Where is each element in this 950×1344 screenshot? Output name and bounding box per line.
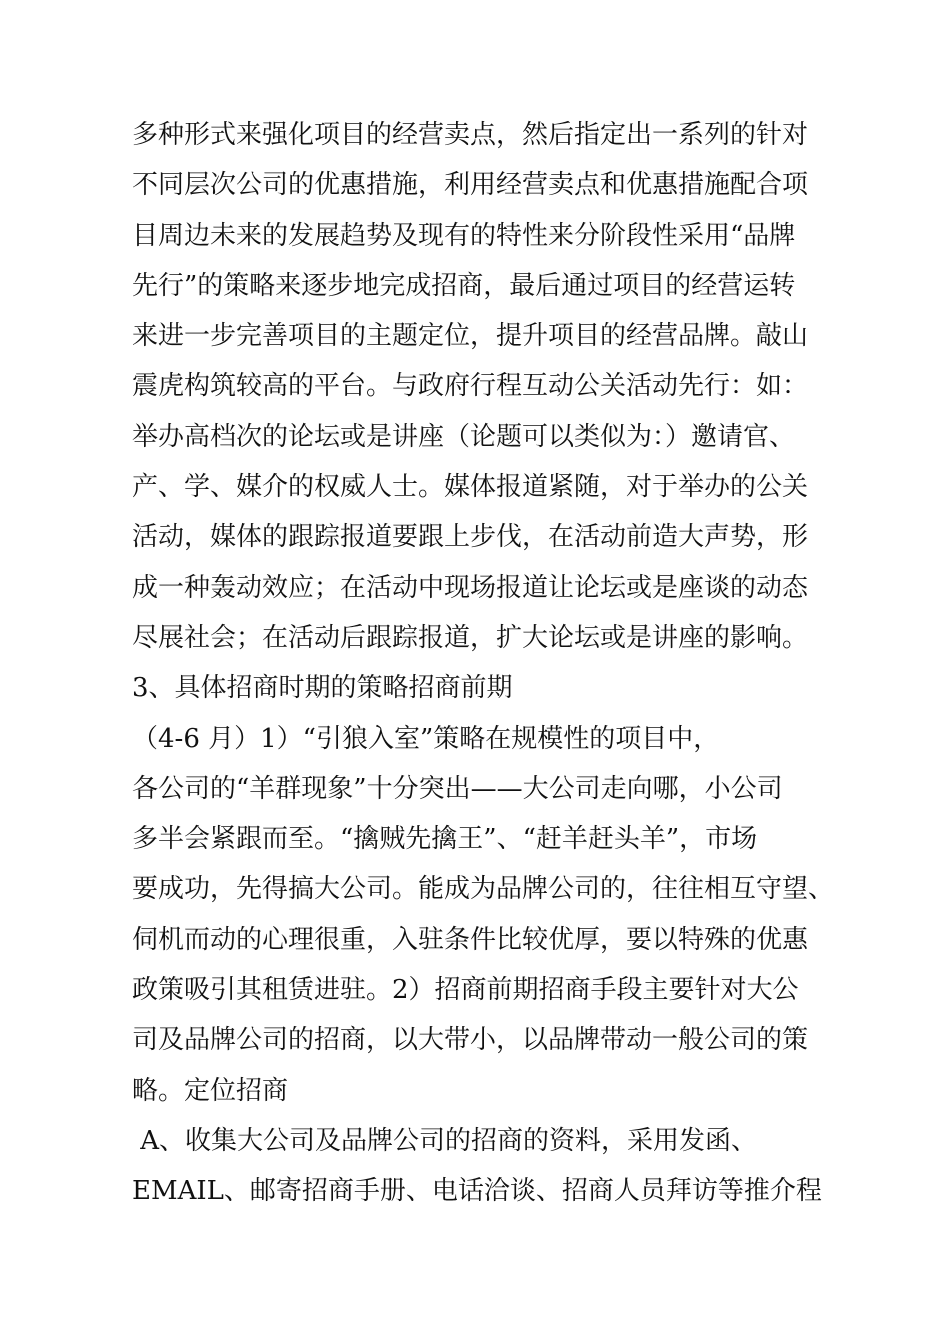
text-line: 多种形式来强化项目的经营卖点，然后指定出一系列的针对 bbox=[132, 120, 809, 150]
text-line: EMAIL、邮寄招商手册、电话洽谈、招商人员拜访等推介程 bbox=[132, 1176, 822, 1207]
text-line: 产、学、媒介的权威人士。媒体报道紧随，对于举办的公关 bbox=[132, 472, 809, 503]
text-line: 举办高档次的论坛或是讲座（论题可以类似为：）邀请官、 bbox=[132, 421, 796, 452]
text-line: 司及品牌公司的招商，以大带小，以品牌带动一般公司的策 bbox=[132, 1025, 809, 1056]
text-line: 目周边未来的发展趋势及现有的特性来分阶段性采用“品牌 bbox=[132, 220, 796, 251]
text-line: 成一种轰动效应；在活动中现场报道让论坛或是座谈的动态 bbox=[132, 572, 809, 603]
text-line: （4-6 月）1）“引狼入室”策略在规模性的项目中， bbox=[132, 723, 720, 754]
text-line: 略。定位招商 bbox=[132, 1075, 289, 1106]
text-line: 要成功，先得搞大公司。能成为品牌公司的，往往相互守望、 bbox=[132, 874, 835, 905]
section-heading: 3、具体招商时期的策略招商前期 bbox=[132, 673, 513, 704]
text-line: 伺机而动的心理很重，入驻条件比较优厚，要以特殊的优惠 bbox=[132, 924, 809, 955]
text-line: A、收集大公司及品牌公司的招商的资料，采用发函、 bbox=[132, 1125, 758, 1156]
text-line: 震虎构筑较高的平台。与政府行程互动公关活动先行：如： bbox=[132, 371, 809, 402]
text-line: 政策吸引其租赁进驻。2）招商前期招商手段主要针对大公 bbox=[132, 975, 799, 1006]
text-line: 不同层次公司的优惠措施，利用经营卖点和优惠措施配合项 bbox=[132, 170, 809, 201]
text-line: 各公司的“羊群现象”十分突出——大公司走向哪，小公司 bbox=[132, 773, 783, 804]
text-line: 先行”的策略来逐步地完成招商，最后通过项目的经营运转 bbox=[132, 270, 796, 301]
text-line: 尽展社会；在活动后跟踪报道，扩大论坛或是讲座的影响。 bbox=[132, 622, 809, 653]
text-line: 活动，媒体的跟踪报道要跟上步伐，在活动前造大声势，形 bbox=[132, 522, 809, 553]
text-line: 来进一步完善项目的主题定位，提升项目的经营品牌。敲山 bbox=[132, 321, 809, 352]
body-text bbox=[132, 110, 842, 1217]
text-line: 多半会紧跟而至。“擒贼先擒王”、“赶羊赶头羊”，市场 bbox=[132, 824, 758, 855]
